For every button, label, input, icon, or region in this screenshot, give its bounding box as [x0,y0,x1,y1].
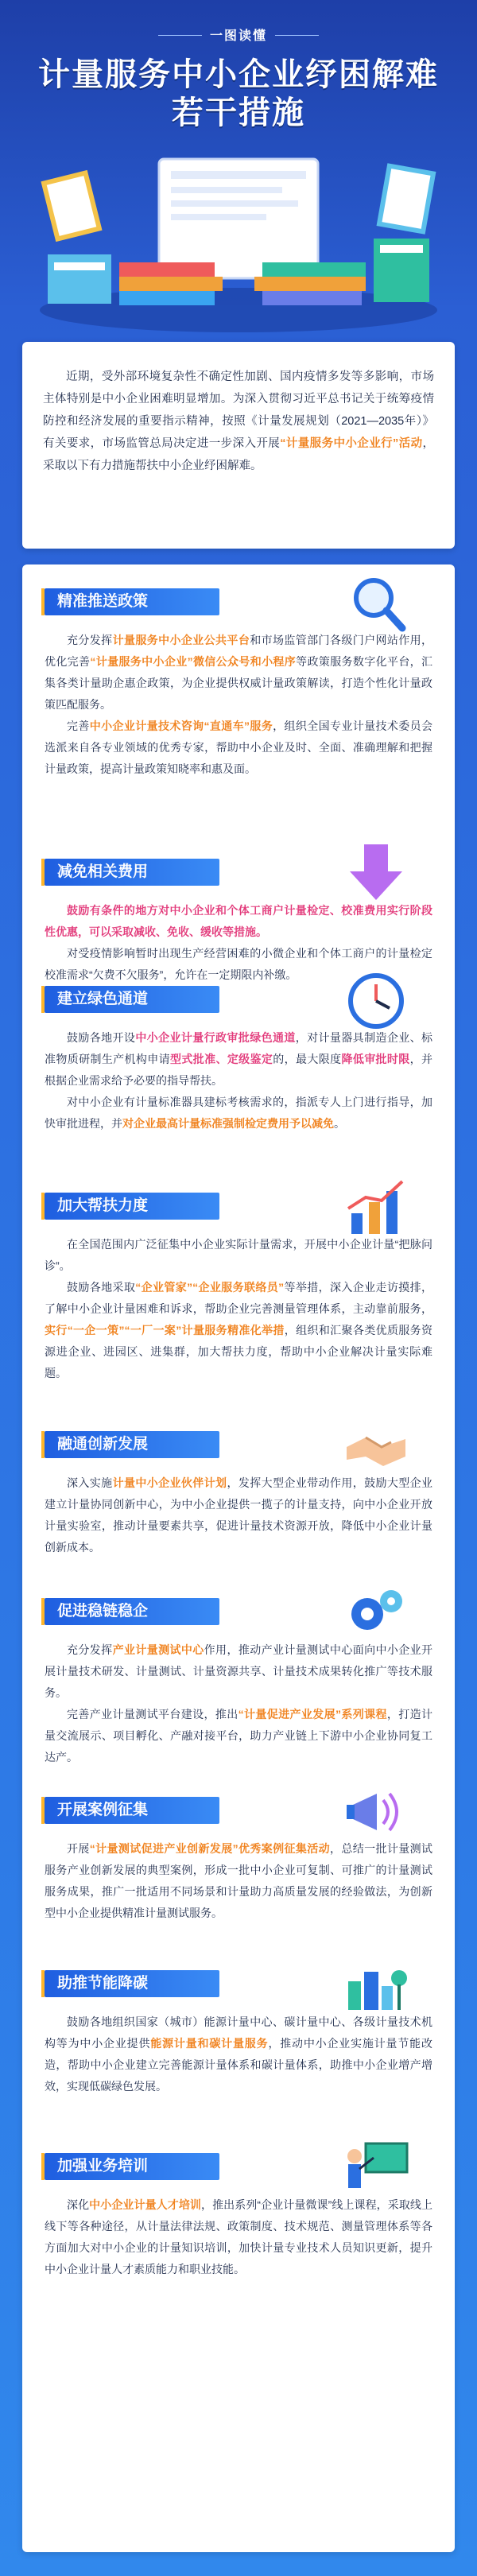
section-body [45,1234,432,1384]
section-header: 融通创新发展 [45,1431,219,1458]
section-paragraph: 对受疫情影响暂时出现生产经营困难的小微企业和个体工商户的计量检定校准需求“欠费不欠服务”，允许在一定期限内补缴。 [45,947,432,981]
section-paragraph: 鼓励有条件的地方对中小企业和个体工商户计量检定、校准费用实行阶段性优惠，可以采取减收、免收、缓收等措施。 [45,904,432,938]
teacher-icon [342,2137,410,2199]
clock-icon [342,970,410,1032]
title-line-1: 计量服务中小企业纾困解难 [38,57,439,92]
handshake-icon [342,1415,410,1477]
intro-paragraph: 近期，受外部环境复杂性不确定性加剧、国内疫情多发等多影响，市场主体特别是中小企业困难明显增加。为深入贯彻习近平总书记关于统筹疫情防控和经济发展的重要指示精神，按照《计量发展规划（2021—2035年）》有关要求，市场监管总局决定进一步深入开展“计量服务中小企业行”活动，采取以下有力措施帮扶中小企业纾困解难。 [43,370,435,472]
section-paragraph: 完善中小企业计量技术咨询“直通车”服务，组织全国专业计量技术委员会选派来自各专业领域的优秀专家，帮助中小企业及时、全面、准确理解和把握计量政策，提高计量政策知晓率和惠及面。 [45,720,432,775]
badge-title: 一图读懂 [202,24,275,45]
section-paragraph: 充分发挥计量服务中小企业公共平台和市场监管部门各级门户网站作用，优化完善“计量服务中小企业”微信公众号和小程序等政策服务数字化平台，汇集各类计量助企惠企政策，为企业提供权威计量政策解读，打造个性化计量政策匹配服务。 [45,634,433,711]
section-body [45,1472,432,1558]
intro-card [22,342,455,549]
hero-banner [0,0,477,334]
section-innovation [0,1431,477,1590]
section-header: 加大帮扶力度 [45,1193,219,1220]
section-header: 开展案例征集 [45,1797,219,1824]
section-training [0,2153,477,2360]
section-paragraph: 充分发挥产业计量测试中心作用，推动产业计量测试中心面向中小企业开展计量技术研发、计量测试、计量资源共享、计量技术成果转化推广等技术服务。 [45,1643,433,1699]
section-paragraph: 开展“计量测试促进产业创新发展”优秀案例征集活动，总结一批计量测试服务产业创新发展的典型案例，形成一批中小企业可复制、可推广的计量测试服务成果，推广一批适用不同场景和计量助力高质量发展的经验做法，为创新型中小企业提供精准计量测试服务。 [45,1842,432,1919]
megaphone-icon [342,1781,410,1843]
gears-icon [342,1582,410,1644]
arrow-down-icon [342,843,410,905]
magnifier-icon [342,572,410,634]
section-policy [0,588,477,819]
section-body [45,2194,432,2280]
growth-chart-icon [342,1177,410,1239]
section-green-channel [0,986,477,1185]
section-paragraph: 在全国范围内广泛征集中小企业实际计量需求，开展中小企业计量“把脉问诊”。 [45,1238,432,1272]
section-header: 减免相关费用 [45,859,219,886]
section-stabilize [0,1598,477,1789]
section-cases [0,1797,477,1956]
section-paragraph: 鼓励各地开设中小企业计量行政审批绿色通道，对计量器具制造企业、标准物质研制生产机构申请型式批准、定级鉴定的，最大限度降低审批时限，并根据企业需求给予必要的指导帮扶。 [45,1031,433,1087]
section-body [45,1027,432,1135]
section-header: 建立绿色通道 [45,986,219,1013]
section-header: 助推节能降碳 [45,1970,219,1997]
section-paragraph: 深化中小企业计量人才培训，推出系列“企业计量微课”线上课程，采取线上线下等各种途径，从计量法律法规、政策制度、技术规范、测量管理体系等各方面加大对中小企业的计量知识培训，加快计量专业技术人员知识更新，提升中小企业计量人才素质能力和职业技能。 [45,2198,433,2275]
section-paragraph: 深入实施计量中小企业伙伴计划，发挥大型企业带动作用，鼓励大型企业建立计量协同创新中心，为中小企业提供一揽子的计量支持，向中小企业开放计量实验室，推动计量要素共享，促进计量技术资源开放，降低中小企业计量创新成本。 [45,1476,433,1554]
section-header: 加强业务培训 [45,2153,219,2180]
page-title [0,56,477,132]
section-body [45,1838,432,1924]
title-line-2: 若干措施 [172,95,305,130]
section-paragraph: 鼓励各地采取“企业管家”“企业服务联络员”等举措，深入企业走访摸排，了解中小企业计量困难和诉求，帮助企业完善测量管理体系，主动靠前服务，实行“一企一策”“一厂一案”计量服务精准化举措，组织和汇聚各类优质服务资源进企业、进园区、进集群，加大帮扶力度，帮助中小企业解决计量实际难题。 [45,1281,433,1379]
section-body [45,1639,432,1768]
section-body [45,2012,432,2097]
books-illustration-icon [0,143,477,334]
section-paragraph: 对中小企业有计量标准器具建标考核需求的，指派专人上门进行指导，加快审批进程，并对企业最高计量标准强制检定费用予以减免。 [45,1096,432,1130]
eco-city-icon [342,1954,410,2016]
section-paragraph: 完善产业计量测试平台建设，推出“计量促进产业发展”系列课程，打造计量交流展示、项目孵化、产融对接平台，助力产业链上下游中小企业协同复工达产。 [45,1708,432,1763]
section-energy [0,1970,477,2145]
section-support [0,1193,477,1431]
section-header: 促进稳链稳企 [45,1598,219,1625]
section-paragraph: 鼓励各地组织国家（城市）能源计量中心、碳计量中心、各级计量技术机构等为中小企业提供能源计量和碳计量服务，推动中小企业实施计量节能改造，帮助中小企业建立完善能源计量体系和碳计量体系，助推中小企业增产增效，实现低碳绿色发展。 [45,2015,432,2093]
section-header: 精准推送政策 [45,588,219,615]
section-body [45,630,432,780]
